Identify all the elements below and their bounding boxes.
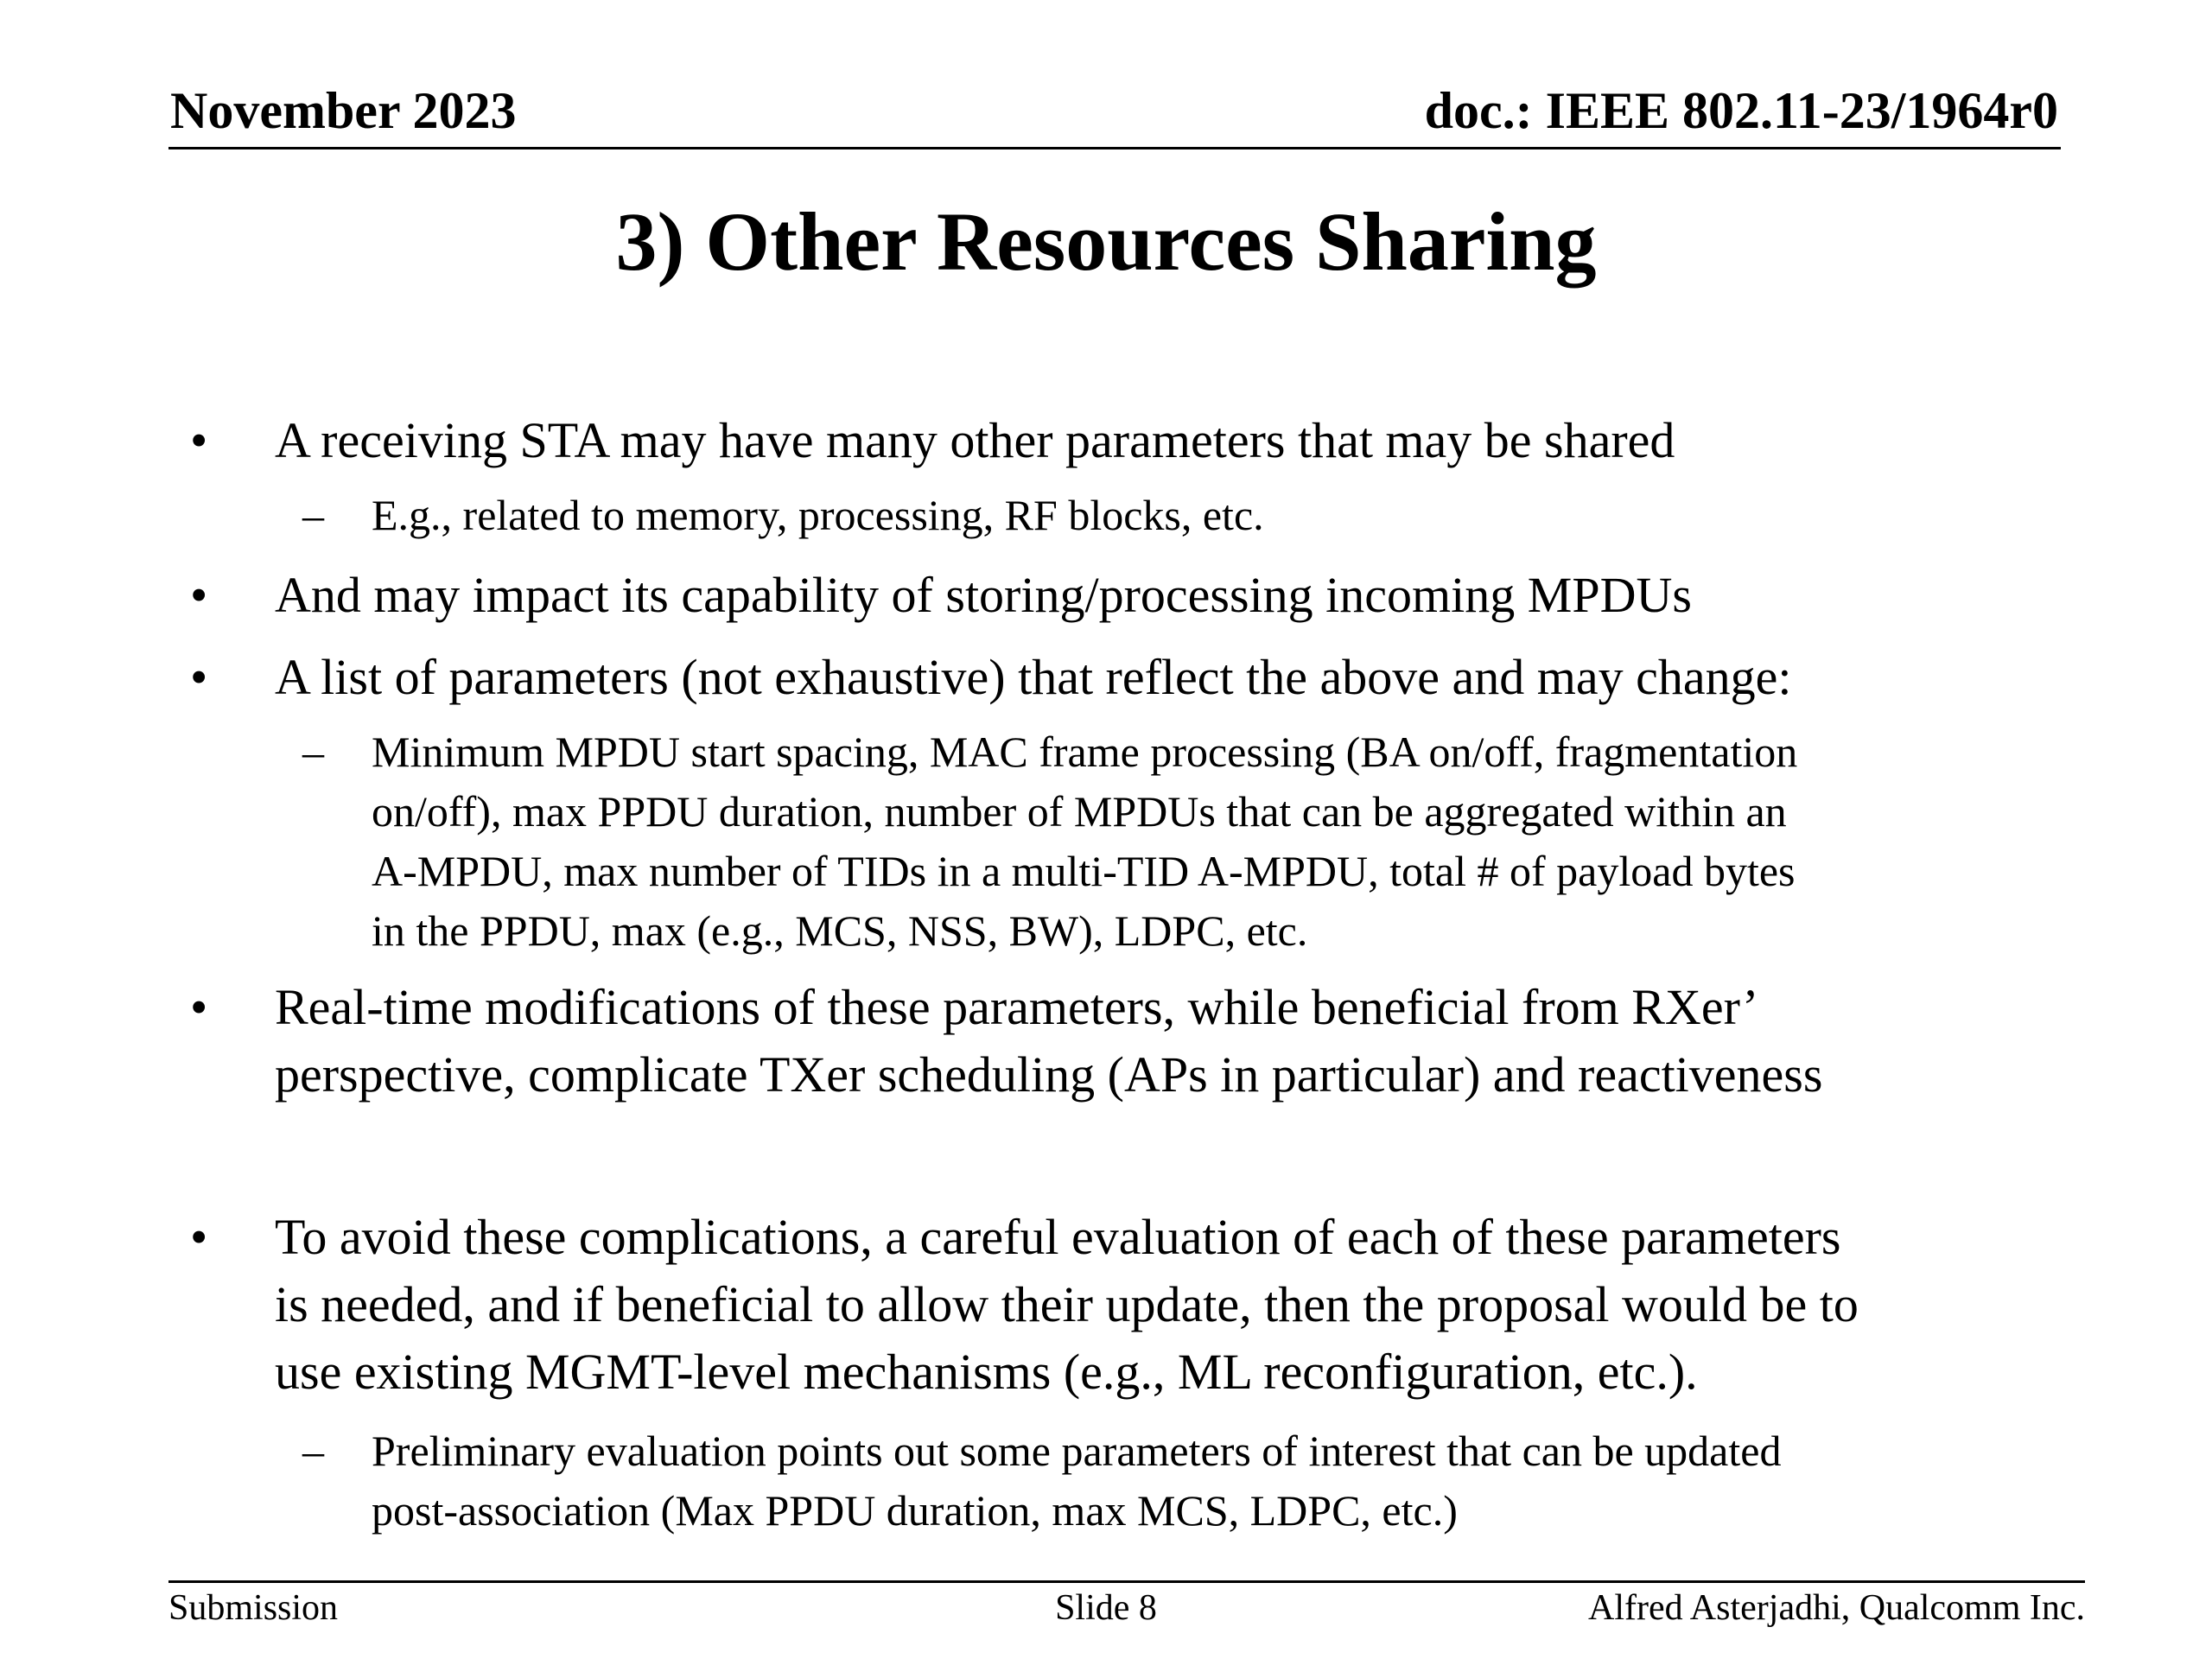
- sub-bullet-text: [372, 722, 1797, 961]
- text-line: in the PPDU, max (e.g., MCS, NSS, BW), LDPC, etc.: [372, 906, 1308, 955]
- bullet-text: [275, 1204, 1859, 1406]
- text-line: use existing MGMT-level mechanisms (e.g., ML reconfiguration, etc.).: [275, 1344, 1698, 1400]
- text-line: Minimum MPDU start spacing, MAC frame processing (BA on/off, fragmentation: [372, 728, 1798, 776]
- bullet-icon: •: [190, 649, 208, 705]
- text-line: Preliminary evaluation points out some parameters of interest that can be updated: [372, 1427, 1782, 1475]
- bullet-icon: •: [190, 1209, 208, 1265]
- text-line: post-association (Max PPDU duration, max MCS, LDPC, etc.): [372, 1486, 1458, 1535]
- text-line: perspective, complicate TXer scheduling (APs in particular) and reactiveness: [275, 1046, 1823, 1103]
- bullet-text: A receiving STA may have many other parameters that may be shared: [275, 412, 1675, 468]
- text-line: Real-time modifications of these parameters, while beneficial from RXer’: [275, 979, 1759, 1035]
- sub-bullet-text: [372, 1421, 1781, 1541]
- dash-icon: –: [302, 1427, 324, 1475]
- footer-submission: Submission: [168, 1588, 339, 1628]
- header-date: November 2023: [170, 82, 517, 139]
- bullet-icon: •: [190, 567, 208, 623]
- text-line: is needed, and if beneficial to allow their update, then the proposal would be to: [275, 1276, 1859, 1332]
- bullet-text: And may impact its capability of storing/processing incoming MPDUs: [275, 567, 1692, 623]
- header-rule: [168, 147, 2061, 149]
- sub-bullet-text: E.g., related to memory, processing, RF blocks, etc.: [372, 491, 1264, 539]
- dash-icon: –: [302, 728, 324, 776]
- footer-rule: [168, 1580, 2085, 1583]
- text-line: A-MPDU, max number of TIDs in a multi-TID A-MPDU, total # of payload bytes: [372, 847, 1796, 895]
- footer-author: Alfred Asterjadhi, Qualcomm Inc.: [1588, 1588, 2085, 1628]
- bullet-text: [275, 974, 1822, 1109]
- footer-slide-number: Slide 8: [1055, 1588, 1157, 1628]
- bullet-icon: •: [190, 979, 208, 1035]
- text-line: on/off), max PPDU duration, number of MPDUs that can be aggregated within an: [372, 787, 1787, 836]
- dash-icon: –: [302, 491, 324, 539]
- header-doc-id: doc.: IEEE 802.11-23/1964r0: [1424, 82, 2058, 139]
- bullet-icon: •: [190, 412, 208, 468]
- bullet-text: A list of parameters (not exhaustive) that reflect the above and may change:: [275, 649, 1792, 705]
- text-line: To avoid these complications, a careful evaluation of each of these parameters: [275, 1209, 1841, 1265]
- slide-title: 3) Other Resources Sharing: [615, 195, 1597, 288]
